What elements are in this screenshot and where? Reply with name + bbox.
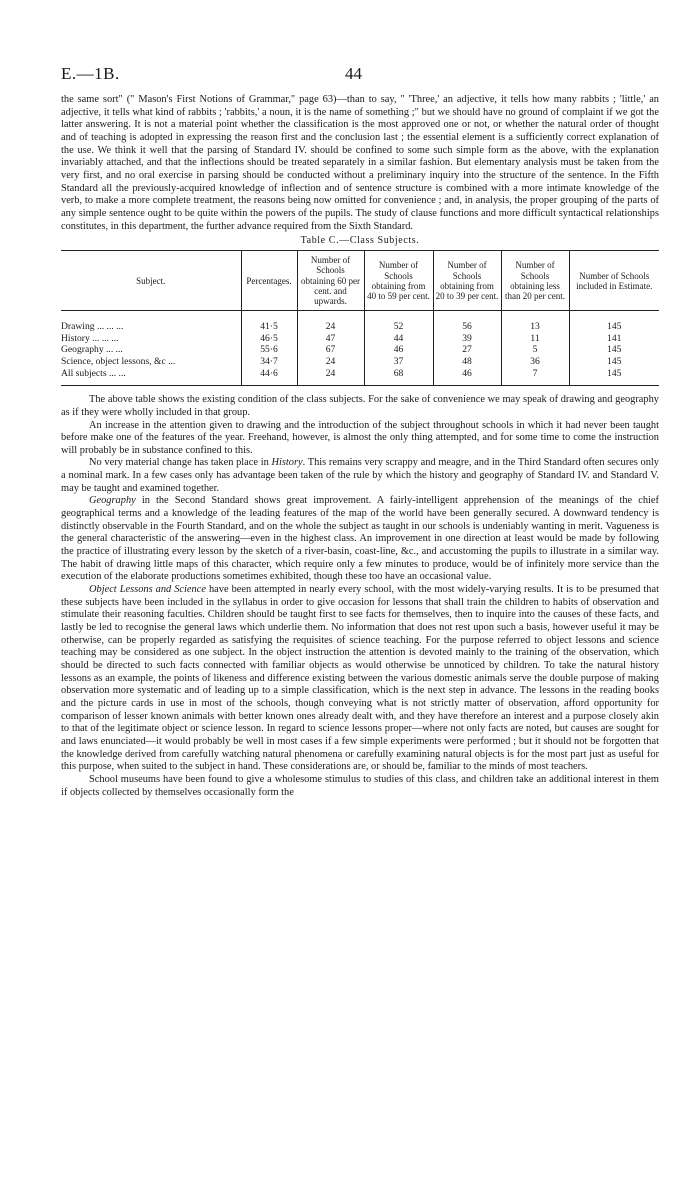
paragraph-text: . This remains very scrappy and meagre, and in the Third Standard often secures only a nominal mark. In a few cases only has advantage been taken of the rule by which the history and geography of Standard IV. and Standard V. may be taught and examined together.	[61, 457, 659, 494]
page-number: 44	[345, 64, 362, 83]
table-cell: 145	[569, 356, 659, 368]
table-cell: 56	[433, 311, 501, 333]
subject-cell: History ... ... ...	[61, 332, 119, 344]
table-cell: 44	[364, 333, 433, 345]
table-row	[61, 333, 659, 345]
table-cell: 47	[297, 333, 364, 345]
geography-heading: Geography	[89, 495, 136, 507]
table-cell: 46	[433, 368, 501, 386]
table-row	[61, 356, 659, 368]
column-header: Number of Schools obtaining from 20 to 39 per cent.	[433, 251, 501, 311]
table-cell: 36	[501, 356, 569, 368]
table-cell: 7	[501, 368, 569, 386]
column-header: Number of Schools included in Estimate.	[569, 251, 659, 311]
subject-cell: Science, object lessons, &c ...	[61, 356, 176, 368]
table-cell: 44·6	[241, 368, 297, 386]
column-header: Number of Schools obtaining less than 20 per cent.	[501, 251, 569, 311]
table-row	[61, 344, 659, 356]
table-cell: 39	[433, 333, 501, 345]
table-row	[61, 311, 659, 333]
paragraph-geography	[61, 495, 659, 584]
paragraph-object-lessons	[61, 584, 659, 774]
table-cell: 5	[501, 344, 569, 356]
table-cell: 37	[364, 356, 433, 368]
table-cell: 52	[364, 311, 433, 333]
subject-cell: Drawing ... ... ...	[61, 321, 124, 333]
object-lessons-heading: Object Lessons and Science	[89, 584, 206, 596]
paragraph-table-summary: The above table shows the existing condition of the class subjects. For the sake of convenience we may speak of drawing and geography as if they were wholly included in that group.	[61, 394, 659, 418]
paragraph-school-museums: School museums have been found to give a wholesome stimulus to studies of this class, and children take an additional interest in them if objects collected by themselves occasionally form the	[61, 773, 659, 798]
table-cell: 46·5	[241, 333, 297, 345]
table-cell: 67	[297, 344, 364, 356]
table-cell: 46	[364, 344, 433, 356]
column-header: Subject.	[61, 251, 241, 311]
table-header-row	[61, 251, 659, 311]
table-caption: Table C.—Class Subjects.	[300, 235, 420, 247]
table-cell: 11	[501, 333, 569, 345]
table-cell: 24	[297, 311, 364, 333]
table-cell: 48	[433, 356, 501, 368]
document-reference: E.—1B.	[61, 64, 120, 83]
table-cell: 145	[569, 344, 659, 356]
table-cell: 68	[364, 368, 433, 386]
table-cell: 41·5	[241, 311, 297, 333]
column-header: Number of Schools obtaining from 40 to 59 per cent.	[364, 251, 433, 311]
paragraph-text: in the Second Standard shows great improvement. A fairly-intelligent apprehension of the meanings of the chief geographical terms and a knowledge of the leading features of the map of the world have been generally secured. A downward tendency is distinctly observable in the Fourth Standard, and on the whole the subject as taught in our schools is undeniably wanting in merit. Vagueness is the general characteristic of the answering—even in the highest class. An improvement in one direction at least would be made by following the practice of illustrating every lesson by the sketch of a river-basin, coast-line, &c., and accustoming the pupils to illustrate in a similar way. The habit of drawing little maps of this character, which require only a few minutes to produce, would be of infinitely more service than the execution of the elaborate productions sometimes exhibited, though these too have an occasional value.	[61, 495, 659, 583]
table-cell: 145	[569, 311, 659, 333]
paragraph-history	[61, 457, 659, 495]
column-header: Percentages.	[241, 251, 297, 311]
history-heading: History	[271, 457, 303, 469]
paragraph-grammar: the same sort" (" Mason's First Notions of Grammar," page 63)—than to say, " 'Three,' an adjective, it tells how many rabbits ; 'little,' an adjective, it tells what kind of rabbits ; 'rabbits,' a noun, it is the name of something ;" but we should have no ground of complaint if we got the latter answering. It is not a material point whether the classification is the most approved one or not, or whether the natural order of thought and of teaching is adopted in expressing the reason first and the conclusion last ; the essential element is a sufficiently correct explanation of the use. We think it well that the parsing of Standard IV. should be confined to some such simple form as the above, with the explanation invariably attached, and that the inflections should be treated separately in a similar fashion. But elementary analysis must be taken from the very first, and no oral exercise in parsing should be conducted without a preliminary inquiry into the structure of the sentence. In the Fifth Standard all the previously-acquired knowledge of inflection and of sentence structure is combined with a more intimate knowledge of the verb, to make a more complete treatment, the reasons being now omitted for convenience ; and, in analysis, the proper grouping of the parts of any simple sentence ought to be quite within the powers of the pupils. The study of clause functions and more difficult syntactical relationships constitutes, in this department, the further advance required from the Sixth Standard.	[61, 94, 659, 232]
subject-cell: Geography ... ...	[61, 344, 123, 356]
table-cell: 145	[569, 368, 659, 386]
table-cell: 55·6	[241, 344, 297, 356]
paragraph-drawing: An increase in the attention given to drawing and the introduction of the subject throughout schools in which it had never been taught before make one of the features of the year. Freehand, however, is almost the only thing attempted, and for some time to come the instruction will probably be in substance confined to this.	[61, 419, 659, 456]
paragraph-text: have been attempted in nearly every school, with the most widely-varying results. It is to be presumed that these subjects have been included in the syllabus in order to give occasion for lessons that shall train the children to habits of observation and stimulate their reasoning faculties. Children should be taught first to see facts for themselves, then to inquire into the causes of these facts, and lastly be led to recognise the general laws which underlie them. No information that does not rest upon such a basis, however useful it may be otherwise, can be properly regarded as satisfying the requisites of science teaching. For the purpose referred to object lessons and science teaching may be considered as one subject. In the object instruction the attention is devoted mainly to the training of the observation, which should be directed to such facts connected with familiar objects as would otherwise be unnoticed by children. To take the natural history lessons as an example, the points of likeness and difference existing between the various domestic animals serve the double purpose of making observation more systematic and of leading up to a simple classification, which is the next step in advance. The lessons in the reading books and the picture cards in use in most of the schools, though conveying what is not strictly matter of observation, afford opportunity for comparison of lesser known animals with better known ones already dealt with, and they have therefore an interest and a purpose closely akin to that of the legitimate object or science lesson. In regard to science lessons proper—where not only facts are noted, but causes are sought for and laws enunciated—it would probably be well in most cases if a few simple experiments were performed ; but it should not be forgotten that the knowledge derived from carefully watching natural phenomena or carefully examining natural objects is for the most part just as useful for this purpose, when suited to the subject in hand. These considerations are, or should be, familiar to the minds of most teachers.	[61, 584, 659, 773]
table-row	[61, 368, 659, 386]
table-cell: 13	[501, 311, 569, 333]
column-header: Number of Schools obtaining 60 per cent. and upwards.	[297, 251, 364, 311]
paragraph-text: No very material change has taken place in	[89, 457, 272, 469]
table-cell: 24	[297, 356, 364, 368]
table-cell: 24	[297, 368, 364, 386]
class-subjects-table	[61, 250, 659, 386]
table-cell: 34·7	[241, 356, 297, 368]
page-header	[61, 64, 659, 94]
subject-cell: All subjects ... ...	[61, 367, 126, 379]
table-cell: 27	[433, 344, 501, 356]
table-cell: 141	[569, 333, 659, 345]
